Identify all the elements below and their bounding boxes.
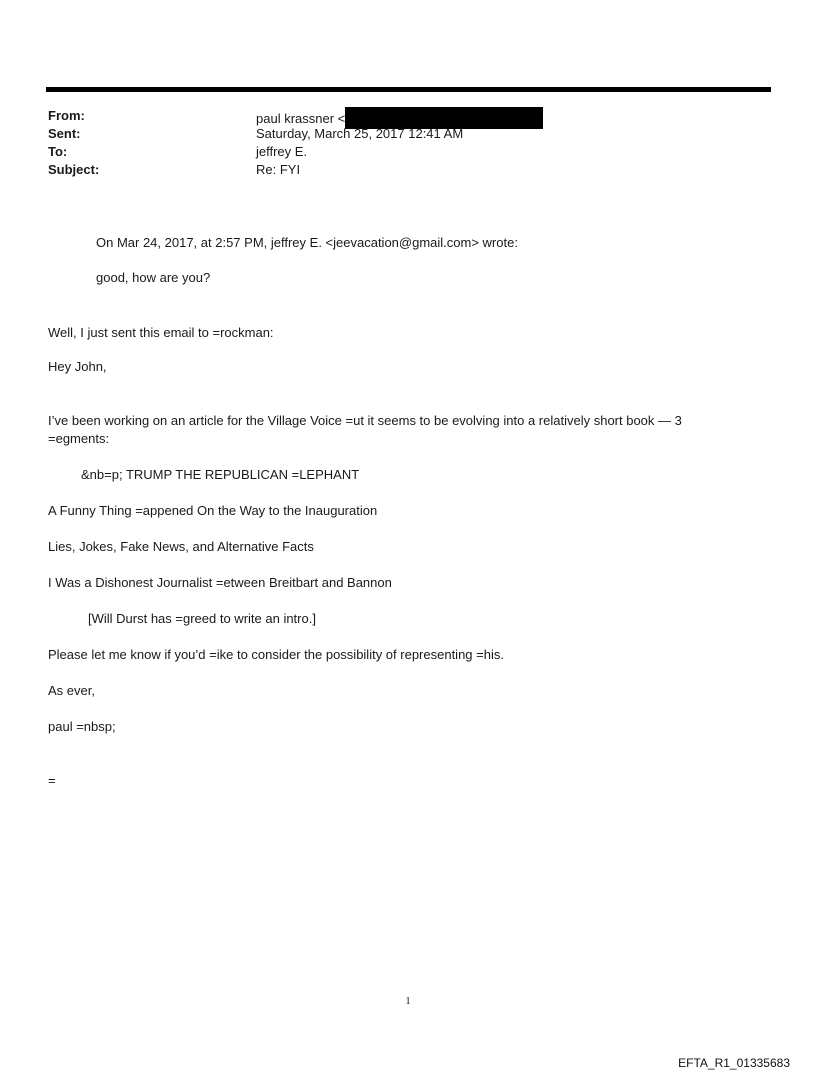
subject-value: Re: FYI bbox=[256, 162, 301, 177]
quoted-text: good, how are you? bbox=[96, 270, 211, 285]
page-number: 1 bbox=[405, 995, 411, 1007]
body-request: Please let me know if you’d =ike to consider the possibility of representing =his. bbox=[48, 647, 504, 662]
sent-label: Sent: bbox=[48, 126, 81, 141]
header-rule bbox=[46, 87, 771, 92]
body-para1-line1: I’ve been working on an article for the Village Voice =ut it seems to be evolving into a relatively short book — 3 bbox=[48, 413, 682, 428]
body-para1-line2: =egments: bbox=[48, 431, 110, 446]
body-segment-3: I Was a Dishonest Journalist =etween Breitbart and Bannon bbox=[48, 575, 392, 590]
to-value: jeffrey E. bbox=[256, 144, 308, 159]
from-name: paul krassner < bbox=[256, 111, 346, 126]
body-segment-2: Lies, Jokes, Fake News, and Alternative Facts bbox=[48, 539, 314, 554]
from-label: From: bbox=[48, 108, 85, 123]
body-intro: Well, I just sent this email to =rockman: bbox=[48, 325, 274, 340]
sent-value: Saturday, March 25, 2017 12:41 AM bbox=[256, 126, 464, 141]
body-greeting: Hey John, bbox=[48, 359, 107, 374]
body-note: [Will Durst has =greed to write an intro.] bbox=[88, 611, 316, 626]
body-signature: paul =nbsp; bbox=[48, 719, 116, 734]
body-closing: As ever, bbox=[48, 683, 95, 698]
body-segment-1: A Funny Thing =appened On the Way to the Inauguration bbox=[48, 503, 378, 518]
quoted-attribution: On Mar 24, 2017, at 2:57 PM, jeffrey E. <jeevacation@gmail.com> wrote: bbox=[96, 235, 518, 250]
body-trailer: = bbox=[48, 773, 56, 788]
to-label: To: bbox=[48, 144, 68, 159]
subject-label: Subject: bbox=[48, 162, 100, 177]
document-id: EFTA_R1_01335683 bbox=[678, 1056, 790, 1070]
body-title-line: &nb=p; TRUMP THE REPUBLICAN =LEPHANT bbox=[81, 467, 360, 482]
